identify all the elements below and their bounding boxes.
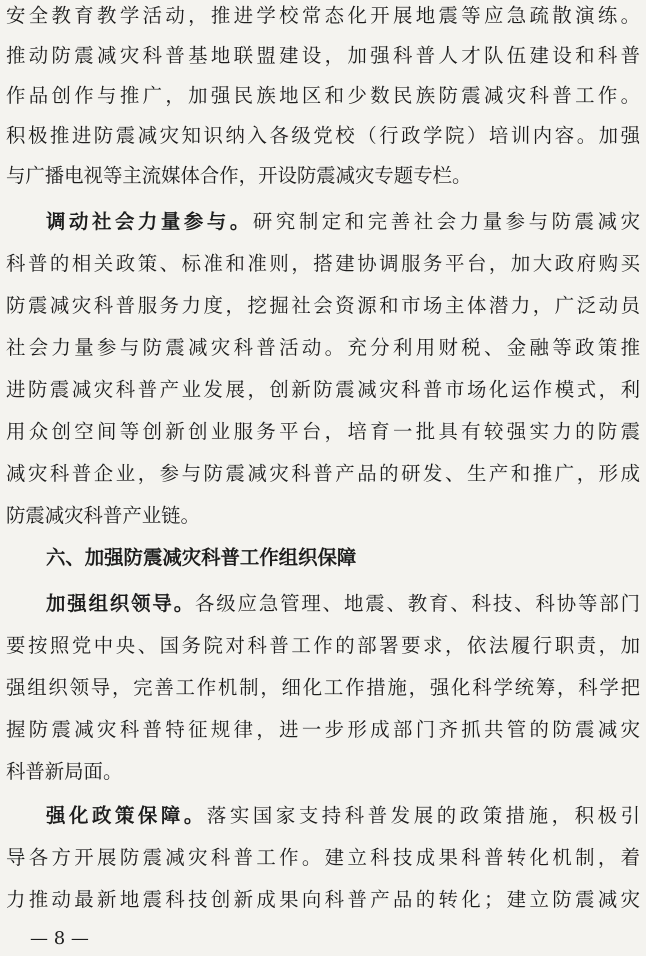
text-line: 力推动最新地震科技创新成果向科普产品的转化；建立防震减灾 xyxy=(6,888,640,911)
text-line: 要按照党中央、国务院对科普工作的部署要求，依法履行职责，加 xyxy=(6,634,640,657)
section-heading: 六、加强防震减灾科普工作组织保障 xyxy=(46,546,357,569)
text-line: 推动防震减灾科普基地联盟建设，加强科普人才队伍建设和科普 xyxy=(6,44,640,67)
text-line: 进防震减灾科普产业发展，创新防震减灾科普市场化运作模式，利 xyxy=(6,378,640,401)
text-line: 导各方开展防震减灾科普工作。建立科技成果科普转化机制，着 xyxy=(6,846,640,869)
text-line: 科普新局面。 xyxy=(6,760,123,783)
paragraph-text: 各级应急管理、地震、教育、科技、科协等部门 xyxy=(194,592,640,615)
paragraph-text: 研究制定和完善社会力量参与防震减灾 xyxy=(252,210,640,233)
paragraph-first-line xyxy=(46,592,640,616)
text-line: 握防震减灾科普特征规律，进一步形成部门齐抓共管的防震减灾 xyxy=(6,718,640,741)
text-line: 防震减灾科普服务力度，挖掘社会资源和市场主体潜力，广泛动员 xyxy=(6,294,640,317)
paragraph-lead: 强化政策保障。 xyxy=(46,804,207,827)
text-line: 社会力量参与防震减灾科普活动。充分利用财税、金融等政策推 xyxy=(6,336,640,359)
text-line: 用众创空间等创新创业服务平台，培育一批具有较强实力的防震 xyxy=(6,420,640,443)
paragraph-first-line xyxy=(46,804,640,828)
paragraph-lead: 加强组织领导。 xyxy=(46,592,195,615)
text-line: 安全教育教学活动，推进学校常态化开展地震等应急疏散演练。 xyxy=(6,4,640,27)
text-line: 作品创作与推广，加强民族地区和少数民族防震减灾科普工作。 xyxy=(6,84,640,107)
text-line: 积极推进防震减灾知识纳入各级党校（行政学院）培训内容。加强 xyxy=(6,124,640,147)
text-line: 与广播电视等主流媒体合作，开设防震减灾专题专栏。 xyxy=(6,164,472,187)
paragraph-text: 落实国家支持科普发展的政策措施，积极引 xyxy=(206,804,640,827)
paragraph-lead: 调动社会力量参与。 xyxy=(46,210,253,233)
text-line: 科普的相关政策、标准和准则，搭建协调服务平台，加大政府购买 xyxy=(6,252,640,275)
text-line: 防震减灾科普产业链。 xyxy=(6,504,200,527)
text-line: 强组织领导，完善工作机制，细化工作措施，强化科学统筹，科学把 xyxy=(6,676,640,699)
text-line: 减灾科普企业，参与防震减灾科普产品的研发、生产和推广，形成 xyxy=(6,462,640,485)
paragraph-first-line xyxy=(46,210,640,234)
page-number: — 8 — xyxy=(30,928,89,949)
